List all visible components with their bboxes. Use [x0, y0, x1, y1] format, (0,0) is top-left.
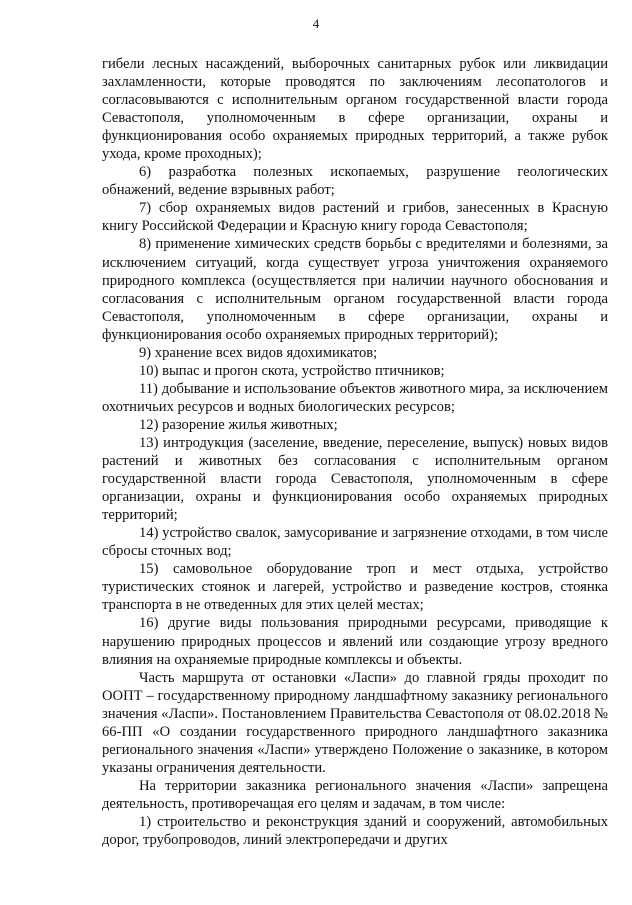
list-item-16: 16) другие виды пользования природными ресурсами, приводящие к нарушению природных процессов и явлений или создающие угрозу вредного влияния на охраняемые природные комплексы и объекты. — [102, 615, 608, 668]
list-item-7: 7) сбор охраняемых видов растений и грибов, занесенных в Красную книгу Российской Федерации и Красную книгу города Севастополя; — [102, 200, 608, 235]
paragraph-continuation: гибели лесных насаждений, выборочных санитарных рубок или ликвидации захламленности, которые проводятся по заключениям лесопатологов и согласовываются с исполнительным органом государственной власти города Севастополя, уполномоченным в сфере организации, охраны и функционирования особо охраняемых природных территорий, а также рубок ухода, кроме проходных); — [102, 56, 608, 163]
list-item-14: 14) устройство свалок, замусоривание и загрязнение отходами, в том числе сбросы сточных вод; — [102, 525, 608, 560]
document-body — [102, 55, 608, 849]
list-item-13: 13) интродукция (заселение, введение, переселение, выпуск) новых видов растений и животных без согласования с исполнительным органом государственной власти города Севастополя, уполномоченным в сфере организации, охраны и функционирования особо охраняемых природных территорий; — [102, 434, 608, 524]
list-item-11: 11) добывание и использование объектов животного мира, за исключением охотничьих ресурсов и водных биологических ресурсов; — [102, 380, 608, 415]
list-item-12: 12) разорение жилья животных; — [139, 416, 338, 433]
list-item-8: 8) применение химических средств борьбы с вредителями и болезнями, за исключением ситуаций, когда существует угроза уничтожения охраняемого природного комплекса (осуществляется при наличии научного обоснования и согласования с исполнительным органом государственной власти города Севастополя, уполномоченным в сфере организации, охраны и функционирования особо охраняемых природных территорий); — [102, 236, 608, 343]
list-item-15: 15) самовольное оборудование троп и мест отдыха, устройство туристических стоянок и лагерей, устройство и разведение костров, стоянка транспорта в не отведенных для этих целей местах; — [102, 561, 608, 614]
list-item-1: 1) строительство и реконструкция зданий и сооружений, автомобильных дорог, трубопроводов, линий электропередачи и других — [102, 813, 608, 849]
page-number: 4 — [312, 16, 320, 31]
paragraph-prohibitions-intro: На территории заказника регионального значения «Ласпи» запрещена деятельность, противоречащая его целям и задачам, в том числе: — [102, 777, 608, 812]
paragraph-route-laspi: Часть маршрута от остановки «Ласпи» до главной гряды проходит по ООПТ – государственному природному ландшафтному заказнику регионального значения «Ласпи». Постановлением Правительства Севастополя от 08.02.2018 № 66-ПП «О создании государственного природного ландшафтного заказника регионального значения «Ласпи» утверждено Положение о заказнике, в котором указаны ограничения деятельности. — [102, 669, 608, 776]
list-item-9: 9) хранение всех видов ядохимикатов; — [139, 344, 378, 361]
list-item-6: 6) разработка полезных ископаемых, разрушение геологических обнажений, ведение взрывных работ; — [102, 164, 608, 199]
list-item-10: 10) выпас и прогон скота, устройство птичников; — [139, 362, 445, 379]
